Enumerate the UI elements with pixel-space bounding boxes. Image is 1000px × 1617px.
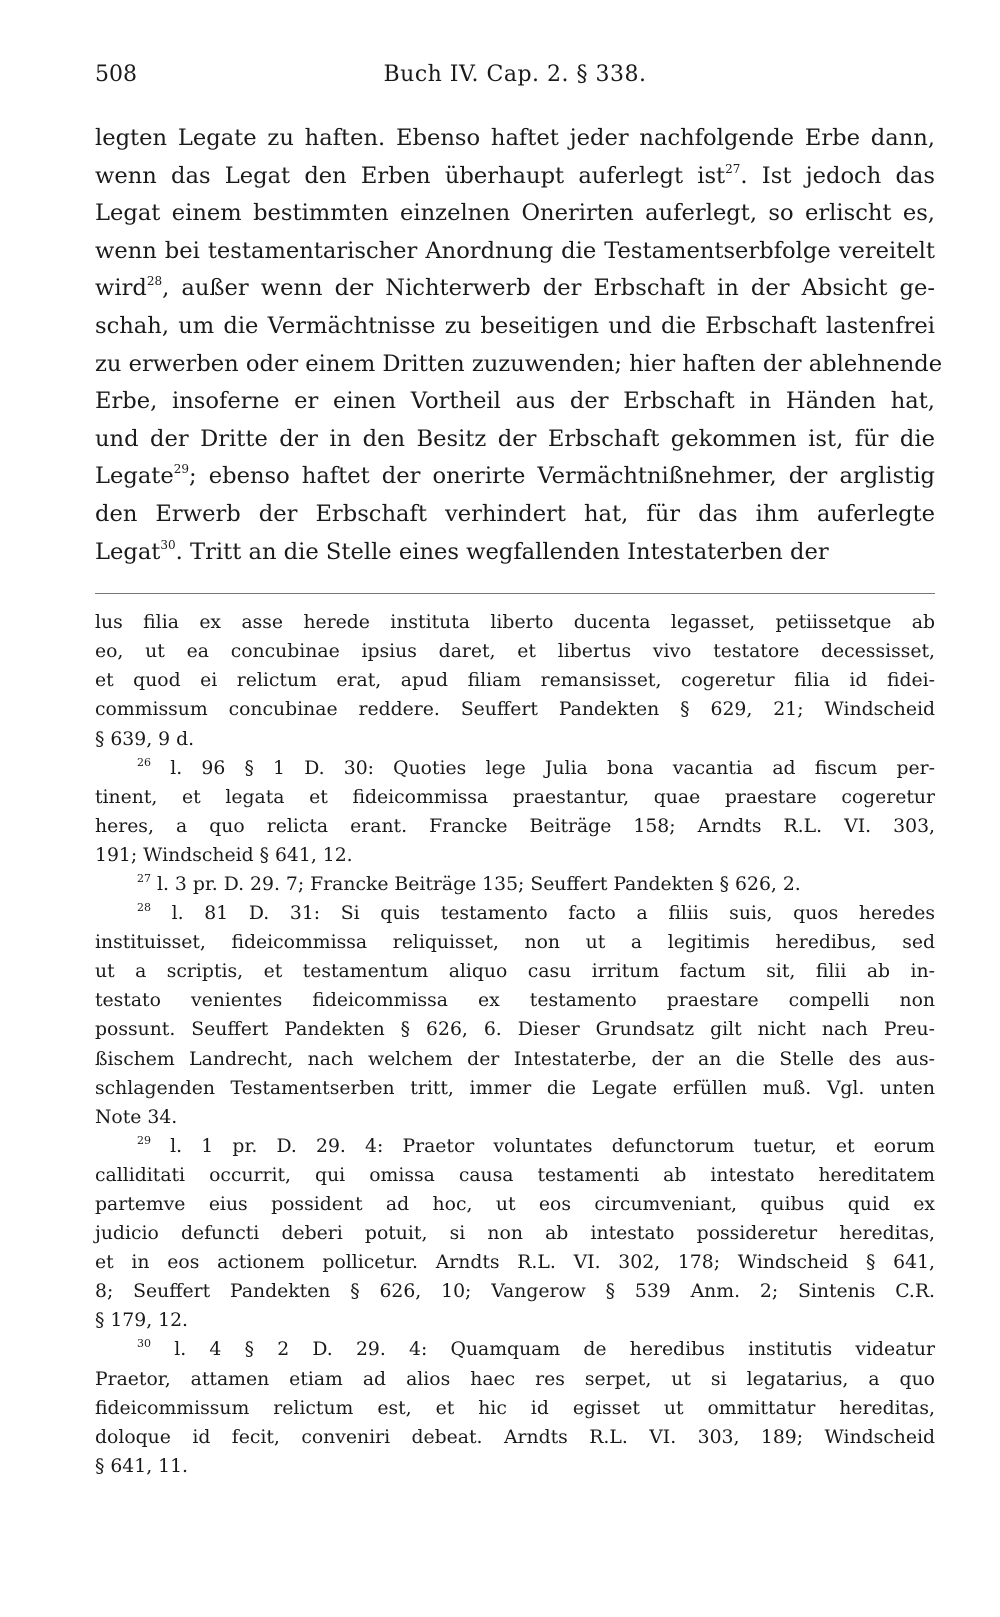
text-line: zu erwerben oder einem Dritten zuzuwenden; hier haften der ablehnende [95,350,943,377]
text-line: Legate$^{29}$; ebenso haftet der onerirte Vermächtnißnehmer, der arglistig [95,462,935,490]
footnote-number: 28 [137,901,151,915]
text-line: wenn bei testamentarischer Anordnung die Testamentserbfolge vereitelt [95,237,935,264]
text-line: wenn das Legat den Erben überhaupt auferlegt ist$^{27}$. Ist jedoch das [95,161,935,189]
footnote-ref: 27 [725,161,741,176]
page-number: 508 [95,62,137,87]
text-line: Legat$^{30}$. Tritt an die Stelle eines wegfallenden Intestaterben der [95,537,829,565]
footnote-27: $^{27}$ l. 3 pr. D. 29. 7; Francke Beiträge 135; Seuffert Pandekten § 626, 2. [137,871,801,895]
footnote-number: 27 [137,871,151,885]
footnote-number: 30 [137,1337,151,1351]
footnote-ref: 29 [173,462,190,477]
footnote-number: 26 [137,755,151,769]
text-line: legten Legate zu haften. Ebenso haftet jeder nachfolgende Erbe dann, [95,125,935,151]
footnote-ref: 28 [146,274,163,289]
footnote-26: $^{26}$ l. 96 § 1 D. 30: Quoties lege Julia bona vacantia ad fiscum per- tinent, et legata et fideicommissa praestantur, quae praestare cogeretur heres, a quo relicta erant. Francke Beiträge 158; Arndts R.L. VI. 303, 191; Windscheid § 641, 12. [95,755,935,866]
footnote-separator [95,593,935,594]
text-line: Erbe, insoferne er einen Vortheil aus der Erbschaft in Händen hat, [95,388,935,415]
book-page [95,62,943,1481]
footnote-continuation: lus filia ex asse herede instituta liberto ducenta legasset, petiissetque ab eo, ut ea concubinae ipsius daret, et libertus vivo testatore decessisset, et quod ei relictum erat, apud filiam remansisset, cogeretur filia id fidei- commissum concubinae reddere. Seuffert Pandekten § 629, 21; Windscheid § 639, 9 d. [95,612,935,750]
text-line: und der Dritte der in den Besitz der Erbschaft gekommen ist, für die [95,425,935,452]
footnote-number: 29 [137,1133,151,1147]
footnote-28: $^{28}$ l. 81 D. 31: Si quis testamento facto a filiis suis, quos heredes instituisset, fideicommissa reliquisset, non ut a legitimis heredibus, sed ut a scriptis, et testamentum aliquo casu irritum factum sit, filii ab in- testato venientes fideicommissa ex testamento praestare compelli non possunt. Seuffert Pandekten § 626, 6. Dieser Grundsatz gilt nicht nach Preu- ßischem Landrecht, nach welchem der Intestaterbe, der an die Stelle des aus- schlagenden Testamentserben tritt, immer die Legate erfüllen muß. Vgl. unten Note 34. [95,901,935,1128]
text-line: wird$^{28}$, außer wenn der Nichterwerb der Erbschaft in der Absicht ge- [95,274,935,302]
text-line: Legat einem bestimmten einzelnen Onerirten auferlegt, so erlischt es, [95,200,935,227]
footnotes [95,608,935,1481]
footnote-30: $^{30}$ l. 4 § 2 D. 29. 4: Quamquam de heredibus institutis videatur Praetor, attamen etiam ad alios haec res serpet, ut si legatarius, a quo fideicommissum relictum est, et hic id egisset ut ommittatur hereditas, doloque id fecit, conveniri debeat. Arndts R.L. VI. 303, 189; Windscheid § 641, 11. [95,1337,935,1477]
text-line: den Erwerb der Erbschaft verhindert hat, für das ihm auferlegte [95,500,935,527]
text-line: schah, um die Vermächtnisse zu beseitigen und die Erbschaft lastenfrei [95,312,935,339]
footnote-29: $^{29}$ l. 1 pr. D. 29. 4: Praetor voluntates defunctorum tuetur, et eorum calliditati occurrit, qui omissa causa testamenti ab intestato hereditatem partemve eius possident ad hoc, ut eos circumveniant, quibus quid ex judicio defuncti deberi potuit, si non ab intestato possideretur hereditas, et in eos actionem pollicetur. Arndts R.L. VI. 302, 178; Windscheid § 641, 8; Seuffert Pandekten § 626, 10; Vangerow § 539 Anm. 2; Sintenis C.R. § 179, 12. [95,1133,935,1332]
main-text [95,120,943,571]
running-title: Buch IV. Cap. 2. § 338. [383,62,647,87]
footnote-ref: 30 [160,537,176,552]
running-header [95,62,935,106]
